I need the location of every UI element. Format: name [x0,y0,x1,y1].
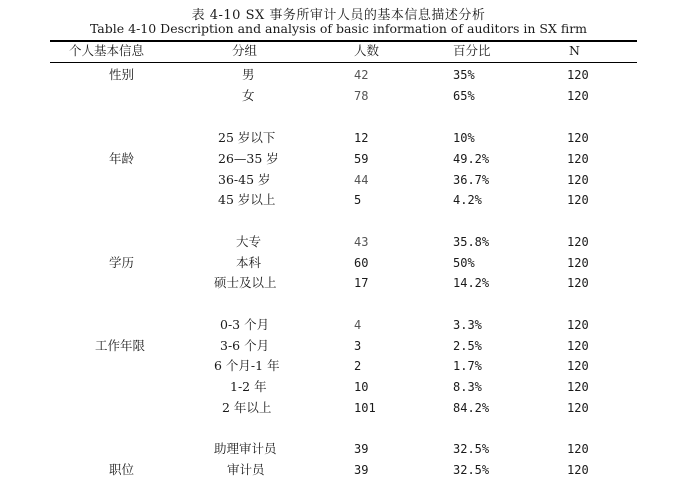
n-cell: 120 [567,68,589,82]
category-label: 性别 [109,67,135,82]
percent-cell: 32.5% [453,463,490,477]
header-n: N [569,43,580,58]
group-cell: 25 岁以下 [218,130,276,145]
group-cell: 大专 [236,234,262,249]
n-cell: 120 [567,235,589,249]
percent-cell: 1.7% [453,359,482,373]
table-title-chinese: 表 4-10 SX 事务所审计人员的基本信息描述分析 [191,8,486,23]
percent-cell: 4.2% [453,193,482,207]
n-cell: 120 [567,339,589,353]
group-cell: 2 年以上 [222,400,272,415]
count-cell: 44 [354,173,369,187]
n-cell: 120 [567,401,589,415]
count-cell: 39 [354,442,369,456]
n-cell: 120 [567,380,589,394]
group-cell: 26—35 岁 [218,151,279,166]
group-cell: 45 岁以上 [218,192,276,207]
group-cell: 男 [242,67,255,82]
percent-cell: 50% [453,256,475,270]
table-top-rule [50,40,637,42]
percent-cell: 49.2% [453,152,490,166]
n-cell: 120 [567,318,589,332]
count-cell: 2 [354,359,362,373]
header-group: 分组 [232,43,258,58]
count-cell: 12 [354,131,369,145]
count-cell: 17 [354,276,369,290]
n-cell: 120 [567,89,589,103]
group-cell: 本科 [236,255,262,270]
percent-cell: 65% [453,89,475,103]
group-cell: 0-3 个月 [220,317,270,332]
group-cell: 女 [242,88,255,103]
percent-cell: 3.3% [453,318,482,332]
group-cell: 6 个月-1 年 [214,358,280,373]
percent-cell: 32.5% [453,442,490,456]
category-label: 工作年限 [95,338,146,353]
count-cell: 43 [354,235,369,249]
percent-cell: 14.2% [453,276,490,290]
percent-cell: 36.7% [453,173,490,187]
percent-cell: 10% [453,131,475,145]
table-header-rule [50,62,637,63]
group-cell: 助理审计员 [214,441,277,456]
count-cell: 10 [354,380,369,394]
percent-cell: 2.5% [453,339,482,353]
group-cell: 审计员 [227,462,265,477]
percent-cell: 35.8% [453,235,490,249]
category-label: 职位 [109,462,135,477]
count-cell: 78 [354,89,369,103]
header-basic-info: 个人基本信息 [69,43,145,58]
count-cell: 59 [354,152,369,166]
count-cell: 3 [354,339,362,353]
n-cell: 120 [567,256,589,270]
count-cell: 4 [354,318,362,332]
header-percent: 百分比 [453,43,491,58]
n-cell: 120 [567,193,589,207]
n-cell: 120 [567,152,589,166]
n-cell: 120 [567,131,589,145]
count-cell: 60 [354,256,369,270]
n-cell: 120 [567,173,589,187]
group-cell: 36-45 岁 [218,172,271,187]
n-cell: 120 [567,442,589,456]
percent-cell: 35% [453,68,475,82]
percent-cell: 84.2% [453,401,490,415]
count-cell: 101 [354,401,376,415]
n-cell: 120 [567,276,589,290]
header-count: 人数 [354,43,380,58]
n-cell: 120 [567,463,589,477]
group-cell: 3-6 个月 [220,338,270,353]
count-cell: 5 [354,193,362,207]
count-cell: 42 [354,68,369,82]
count-cell: 39 [354,463,369,477]
category-label: 学历 [109,255,135,270]
group-cell: 1-2 年 [230,379,267,394]
category-label: 年龄 [109,151,135,166]
percent-cell: 8.3% [453,380,482,394]
n-cell: 120 [567,359,589,373]
table-title-english: Table 4-10 Description and analysis of basic information of auditors in SX firm [89,21,588,36]
group-cell: 硕士及以上 [214,275,277,290]
